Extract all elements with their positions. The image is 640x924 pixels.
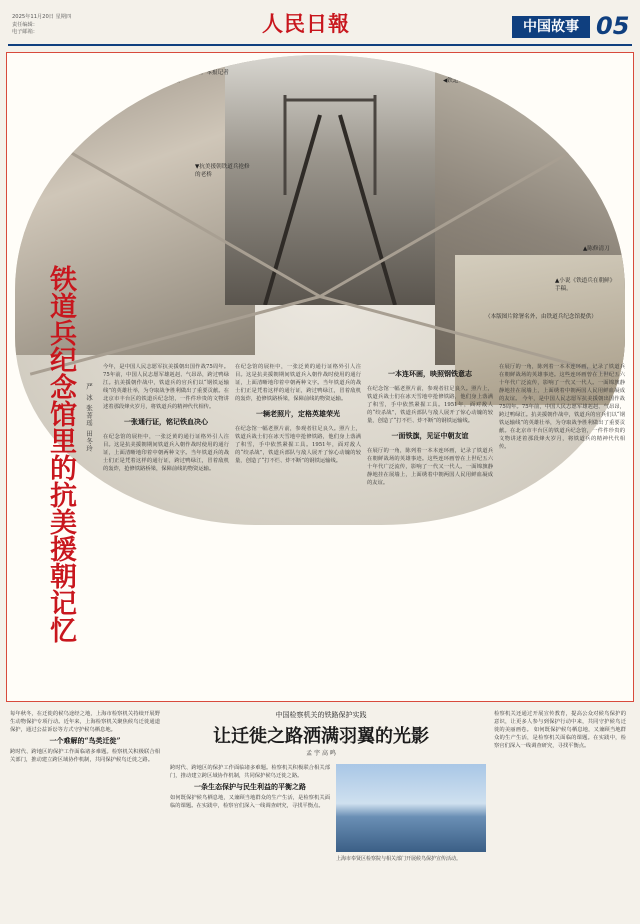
feature-column-2 [235, 363, 361, 465]
lower-column-2 [170, 764, 330, 810]
paragraph: 在纪念馆的展柜中，一张泛黄的通行证格外引人注目。这是抗美援朝期间铁道兵入朝作战时使用的通行证，上面清晰地印着中朝两种文字。当年铁道兵的战士们正是凭着这样的通行证，跨过鸭绿江，冒着敌机的轰炸，抢修铁路桥梁，保障前线的物资运输。 [103, 434, 229, 472]
feature-column-1 [103, 363, 229, 473]
paragraph: 在展厅的一角，陈列着一本本连环画，记录了铁道兵在朝鲜战场的英雄事迹。这些连环画曾在上世纪五六十年代广泛流传，影响了一代又一代人。一面锦旗静静地挂在展墙上，上面绣着中朝两国人民用鲜血凝成的友谊。 [367, 448, 493, 486]
subhead-1: 一张通行证，铭记铁血决心 [124, 417, 208, 426]
section-tag: 中国故事 [512, 16, 590, 38]
caption-bottom-right: ▲小说《铁道兵在朝鲜》手稿。 [555, 278, 613, 292]
subhead-4: 一面铁旗，见证中朝友谊 [391, 431, 469, 440]
paragraph: 今年，是中国人民志愿军抗美援朝出国作战75周年。75年前，中国人民志愿军雄赳赳、气昂昂，跨过鸭绿江。抗美援朝作战中，铁道兵的官兵们以“钢铁运输线”的英雄壮举，为夺取战争胜利做出了重要贡献。在北京市丰台区的铁道兵纪念馆，一件件珍贵的文物讲述着那段烽火岁月，将铁道兵的精神代代相传。 [103, 364, 229, 410]
header-rule [8, 44, 632, 46]
editor-line: 责任编辑： [12, 21, 38, 28]
paragraph: 在纪念馆一幅老照片前，参观者驻足良久。照片上，铁道兵战士们在冰天雪地中抢修铁路，他们身上落满了积雪，手中依然紧握工具。1951年，面对敌人的“绞杀战”，铁道兵部队与敌人展开了惊心动魄的较量，创造了“打不烂、炸不断”的钢铁运输线。 [235, 426, 361, 464]
caption-top-left: ▲铁道兵纪念馆。本报记者 严冰摄 [163, 70, 229, 84]
lower-column-1 [10, 710, 160, 764]
caption-center: ◀铁道兵团抢修铁路 [443, 78, 493, 84]
lower-photo [336, 764, 486, 852]
lower-subhead-2: 一条生态保护与民生利益的平衡之路 [194, 782, 306, 791]
feature-body [103, 363, 627, 693]
paragraph: 今年，是中国人民志愿军抗美援朝出国作战75周年。75年前，中国人民志愿军雄赳赳、气昂昂，跨过鸭绿江。抗美援朝作战中，铁道兵的官兵们以“钢铁运输线”的英雄壮举，为夺取战争胜利做出了重要贡献。在北京市丰台区的铁道兵纪念馆，一件件珍贵的文物讲述着那段烽火岁月，将铁道兵的精神代代相传。 [499, 396, 625, 450]
caption-right: ▲陈修清刀 [583, 246, 610, 252]
lower-kicker: 中国检察机关的铁路保护实践 [275, 711, 367, 719]
track-illustration [225, 55, 435, 305]
photo-credit: （本版图片除署名外，由铁道兵纪念馆提供） [485, 314, 597, 320]
paragraph: 如何既保护候鸟栖息地，又兼顾当地群众的生产生活，是检察机关面临的课题。在实践中，检察官们深入一线调查研究，寻找平衡点。 [494, 727, 626, 749]
subhead-2: 一辆老照片，定格英雄荣光 [256, 409, 340, 418]
subhead-3: 一本连环画，映照钢铁意志 [388, 369, 472, 378]
page-number: 05 [596, 12, 630, 40]
paragraph: 跨时代、跨地区的保护工作面临诸多难题。检察机关积极联合相关部门，推动建立跨区域协作机制，共同保护候鸟迁徙之路。 [170, 765, 330, 779]
feature-column-4 [499, 363, 625, 451]
feature-article [6, 52, 634, 702]
date-line: 2025年11月20日 星期四 [12, 14, 72, 20]
paragraph: 跨时代、跨地区的保护工作面临诸多难题。检察机关积极联合相关部门，推动建立跨区域协作机制，共同保护候鸟迁徙之路。 [10, 749, 160, 763]
email-line: 电子邮箱： [12, 29, 38, 35]
lower-photo-caption: 上海市奉贤区检察院与相关部门开展候鸟保护宣传活动。 [336, 856, 462, 862]
paragraph: 在展厅的一角，陈列着一本本连环画，记录了铁道兵在朝鲜战场的英雄事迹。这些连环画曾在上世纪五六十年代广泛流传，影响了一代又一代人。一面锦旗静静地挂在展墙上，上面绣着中朝两国人民用鲜血凝成的友谊。 [499, 364, 625, 402]
page-header [0, 0, 640, 46]
paragraph: 检察机关还通过开展宣传教育，提高公众对候鸟保护的意识，让更多人参与到保护行动中来，共同守护候鸟迁徙的美丽画卷。 [494, 711, 626, 733]
caption-left: ▼抗美援朝铁道兵抢修的老桥 [195, 164, 250, 178]
lower-subhead-1: 一个难解的“鸟类迁徙” [49, 736, 121, 745]
paragraph: 在纪念馆一幅老照片前，参观者驻足良久。照片上，铁道兵战士们在冰天雪地中抢修铁路，他们身上落满了积雪，手中依然紧握工具。1951年，面对敌人的“绞杀战”，铁道兵部队与敌人展开了惊心动魄的较量，创造了“打不烂、炸不断”的钢铁运输线。 [367, 386, 493, 424]
feature-column-3 [367, 363, 493, 487]
lower-column-3 [494, 710, 626, 750]
paragraph: 每年秋冬，在迁徙的候鸟途经之地，上海市检察机关持续开展野生动物保护专项行动。近年来，上海检察机关聚焦候鸟迁徙通道保护，通过公益诉讼等方式守护候鸟栖息地。 [10, 711, 160, 733]
feature-byline: 严 冰 张菁瑶 田冬玲 [85, 383, 93, 453]
header-meta [12, 14, 71, 37]
lower-title: 让迁徙之路洒满羽翼的光影 [213, 726, 429, 747]
feature-title: 铁道兵纪念馆里的抗美援朝记忆 [45, 265, 76, 643]
masthead: 人民日報 [262, 11, 350, 36]
paragraph: 如何既保护候鸟栖息地，又兼顾当地群众的生产生活，是检察机关面临的课题。在实践中，检察官们深入一线调查研究，寻找平衡点。 [170, 795, 330, 809]
photo-railway-track [225, 55, 435, 305]
paragraph: 在纪念馆的展柜中，一张泛黄的通行证格外引人注目。这是抗美援朝期间铁道兵入朝作战时使用的通行证，上面清晰地印着中朝两种文字。当年铁道兵的战士们正是凭着这样的通行证，跨过鸭绿江，冒着敌机的轰炸，抢修铁路桥梁，保障前线的物资运输。 [235, 364, 361, 402]
lower-byline: 孟 宇 高 鸣 [306, 750, 336, 757]
lower-article [6, 706, 632, 920]
